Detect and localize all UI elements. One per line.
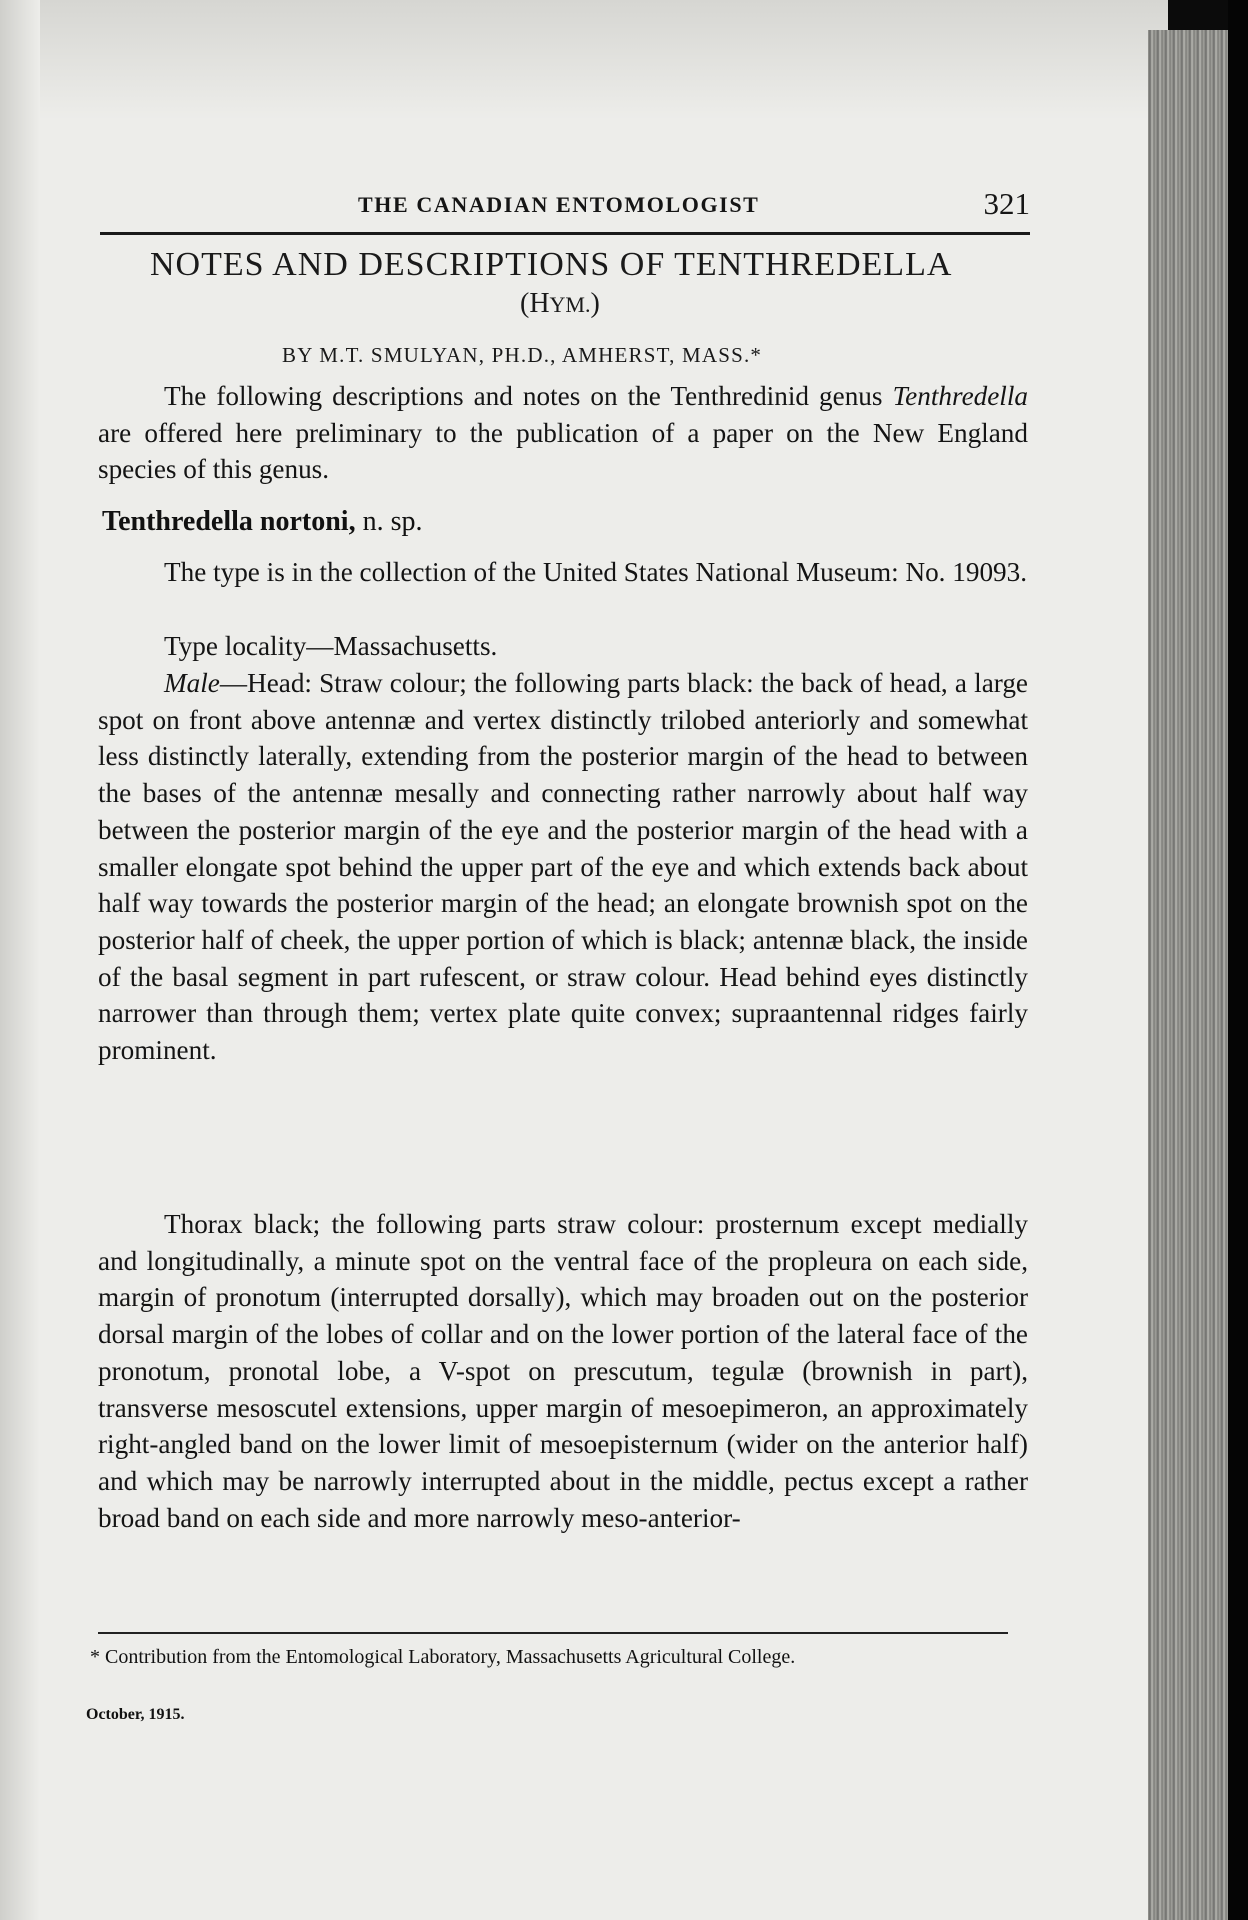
male-description [98,665,1028,1069]
page-number: 321 [983,186,1030,221]
intro-paragraph [98,378,1028,488]
header-rule [100,232,1030,235]
intro-before: The following descriptions and notes on the Tenthredinid genus [164,381,893,411]
page-top-shadow [0,0,1168,120]
type-locality: Type locality—Massachusetts. [164,631,498,661]
species-suffix: n. sp. [355,506,423,537]
article-title: NOTES AND DESCRIPTIONS OF TENTHREDELLA [150,246,953,283]
thorax-description: Thorax black; the following parts straw colour: prosternum except medially and longitudinally, a minute spot on the ventral face of the propleura on each side, margin of pronotum (interrupted dorsally), which may broaden out on the posterior dorsal margin of the lobes of collar and on the lower portion of the lateral face of the pronotum, pronotal lobe, a V-spot on prescutum, tegulæ (brownish in part), transverse mesoscutel extensions, upper margin of mesoepimeron, an approximately right-angled band on the lower limit of mesoepisternum (wider on the anterior half) and which may be narrowly interrupted about in the middle, pectus except a rather broad band on each side and more narrowly meso-anterior- [98,1209,1028,1533]
genus-name: Tenthredella [892,381,1028,411]
male-text: —Head: Straw colour; the following parts black: the back of head, a large spot on front above antennæ and vertex distinctly trilobed anteriorly and somewhat less distinctly laterally, extending from the posterior margin of the head to between the bases of the antennæ mesally and connecting rather narrowly about half way between the posterior margin of the eye and the posterior margin of the head with a smaller elongate spot behind the upper part of the eye and which extends back about half way towards the posterior margin of the head; an elongate brownish spot on the posterior half of cheek, the upper portion of which is black; antennæ black, the inside of the basal segment in part rufescent, or straw colour. Head behind eyes distinctly narrower than through them; vertex plate quite convex; supraantennal ridges fairly prominent. [98,668,1028,1066]
footnote-date: October, 1915. [86,1706,185,1723]
journal-title: THE CANADIAN ENTOMOLOGIST [358,192,760,217]
running-header [100,186,1030,230]
species-name: Tenthredella nortoni, [102,506,356,537]
scan-border [1228,0,1248,1920]
author-byline: BY M.T. SMULYAN, PH.D., AMHERST, MASS.* [282,343,763,367]
page-left-shadow [0,0,40,1920]
article-order: (HYM.) [520,288,600,319]
species-heading [102,506,423,538]
footnote-rule [98,1632,1008,1634]
page-edge-stack [1148,30,1228,1920]
type-paragraph: The type is in the collection of the United States National Museum: No. 19093. [164,557,1028,587]
male-label: Male [164,668,220,698]
intro-after: are offered here preliminary to the publication of a paper on the New England species of this genus. [98,417,1028,485]
footnote: * Contribution from the Entomological Laboratory, Massachusetts Agricultural College. [90,1646,796,1668]
